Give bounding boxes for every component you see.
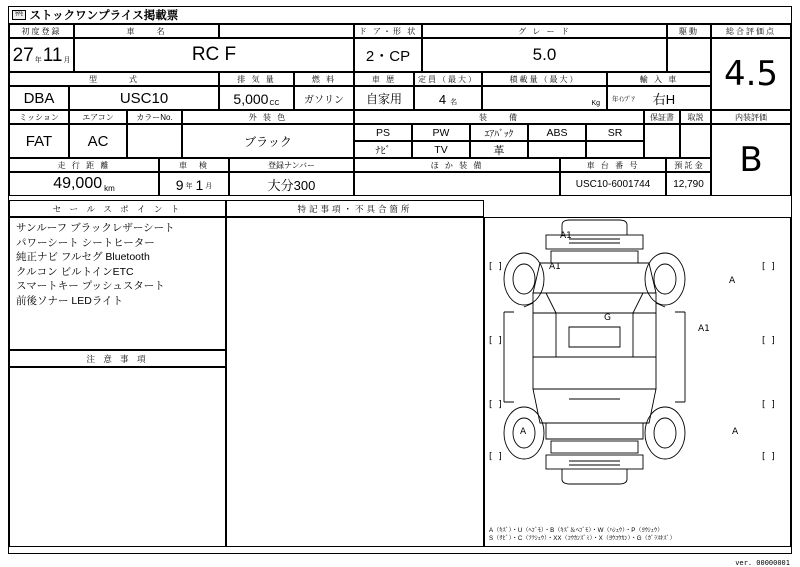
equip-ps [354,124,412,141]
list-item: クルコン ビルトインETC [16,265,134,278]
exterior-color-text: ブラック [244,134,292,149]
value-color-no [127,124,182,158]
label-car-name-2 [219,24,354,38]
shaken-month-unit: 月 [205,183,213,190]
label-exterior-color: 外 装 色 [182,110,354,124]
label-grade: グ レ ー ド [422,24,667,38]
mileage-unit: km [104,184,115,193]
shaken-year-text: 9 [175,177,184,193]
value-door-shape: 2・CP [354,38,422,72]
shaken-year-unit: 年 [185,183,193,190]
import-label-text: 年ｲﾝﾌﾟｱ [612,95,635,103]
value-mission [9,124,69,158]
chassis-no-text: USC10-6001744 [575,178,651,190]
legend-line: S（ｻﾋﾞ）・C（ﾌｸｼｭｳ）・XX（ｺｳｶﾝｽﾞﾐ）・X（ﾖｳｺｳｶﾝ）・G（ｶﾞﾗｽｷｽﾞ） [489,535,676,542]
aircon-text: AC [87,132,109,150]
value-history [354,86,414,110]
value-capacity [414,86,482,110]
damage-mark: G [604,313,611,323]
value-fuel [294,86,354,110]
notes-body [9,367,226,547]
legend-line: A（ｷｽﾞ）・U（ﾍｺﾞﾓ）・B（ｷｽﾞ＆ﾍｺﾞﾓ）・W（ﾊｼｭｳ）・P（ﾖｳｼｭｳ） [489,527,664,534]
equip-navi [354,141,412,158]
capacity-text: 4 [438,92,447,107]
label-history: 車 歴 [354,72,414,86]
page-title: ストックワンプライス掲載票 [29,10,179,22]
label-fuel: 燃 料 [294,72,354,86]
displacement-unit: CC [269,100,280,107]
value-grade: 5.0 [422,38,667,72]
equip-pw [412,124,470,141]
bracket-left: [ ] [489,336,502,346]
value-interior-grade [711,124,791,196]
total-score-text: 4.5 [723,54,779,94]
equip-ps-text: PS [375,126,390,139]
damage-mark: A1 [698,324,710,334]
equip-abs-text: ABS [546,126,568,139]
value-plate [229,172,354,196]
label-chassis-no: 車 台 番 号 [560,158,666,172]
label-mission: ミッション [9,110,69,124]
value-other-equipment [354,172,560,196]
dealer-logo: ﾔﾅｾ [12,10,26,20]
label-total-score: 総合評価点 [711,24,791,38]
diagram-legend [489,527,787,543]
list-item: パワーシート シートヒーター [16,236,155,249]
reg-year-unit: 年 [34,57,42,64]
sheet-header [9,7,791,24]
value-displacement [219,86,294,110]
mileage-text: 49,000 [53,175,103,192]
version-label: ver. 00000001 [735,559,790,567]
value-car-name: RC F [74,38,354,72]
reg-year: 27 [12,45,34,66]
equip-airbag-text: ｴｱﾊﾞｯｸ [484,128,514,140]
label-import: 輸 入 車 [607,72,711,86]
label-mileage: 走 行 距 離 [9,158,159,172]
model-code-text: USC10 [119,89,169,107]
bracket-right: [ ] [762,262,775,272]
label-registration-date: 初度登録 [9,24,74,38]
import-text: 右H [652,91,676,107]
notes-title: 注 意 事 項 [9,350,226,367]
equip-pw-text: PW [432,126,450,139]
label-warranty: 保証書 [644,110,680,124]
list-item: 前後ソナー LEDライト [16,294,124,307]
label-aircon: エアコン [69,110,127,124]
value-mileage [9,172,159,196]
value-import [607,86,711,110]
capacity-unit: 名 [450,99,458,106]
reg-month: 11 [42,45,63,66]
value-registration-date [9,38,74,72]
label-displacement: 排 気 量 [219,72,294,86]
sales-point-body [9,217,226,350]
equip-leather [470,141,528,158]
sales-point-title: セ ー ル ス ポ イ ン ト [9,200,226,217]
shaken-month-text: 1 [195,177,204,193]
damage-mark: A [520,427,527,437]
label-manual: 取説 [680,110,711,124]
history-text: 自家用 [365,91,402,106]
damage-mark: A [729,276,736,286]
damage-mark: A [732,427,739,437]
equip-navi-text: ﾅﾋﾞ [375,146,391,157]
list-item: 純正ナビ フルセグ Bluetooth [16,251,150,263]
value-shaken [159,172,229,196]
label-car-name: 車 名 [74,24,219,38]
label-plate: 登録ナンバー [229,158,354,172]
value-model-code [69,86,219,110]
damage-mark: A1 [549,262,561,272]
value-deposit [666,172,711,196]
interior-grade-text: B [739,140,763,180]
bracket-right: [ ] [762,452,775,462]
equip-airbag [470,124,528,141]
reg-month-unit: 月 [63,57,71,64]
bracket-right: [ ] [762,400,775,410]
label-capacity: 定員（最大） [414,72,482,86]
label-other-equipment: ほ か 装 備 [354,158,560,172]
label-equipment: 装 備 [354,110,644,124]
value-drive [667,38,711,72]
list-item: スマートキー プッシュスタート [16,280,165,292]
value-load [482,86,607,110]
mission-text: FAT [25,132,53,150]
displacement-text: 5,000 [233,91,269,107]
equip-sr-text: SR [607,126,623,139]
value-warranty [644,124,680,158]
equip-abs [528,124,586,141]
label-deposit: 預 託 金 [666,158,711,172]
label-door-shape: ド ア・形 状 [354,24,422,38]
label-interior-grade: 内装評価 [711,110,791,124]
remarks-title: 特記事項・不具合箇所 [226,200,484,217]
bracket-left: [ ] [489,452,502,462]
fuel-text: ガソリン [304,94,344,106]
equip-leather-text: 革 [493,144,505,157]
equip-blank-2 [586,141,644,158]
value-aircon [69,124,127,158]
remarks-body [226,217,484,547]
deposit-text: 12,790 [673,178,704,190]
label-load: 積載量（最大） [482,72,607,86]
equip-blank-1 [528,141,586,158]
equip-sr [586,124,644,141]
plate-text: 大分300 [267,177,316,193]
value-chassis-no [560,172,666,196]
value-exterior-color [182,124,354,158]
bracket-left: [ ] [489,262,502,272]
value-total-score [711,38,791,110]
sales-point-list [10,218,225,311]
bracket-right: [ ] [762,336,775,346]
label-model-code: 型 式 [9,72,219,86]
label-drive: 駆動 [667,24,711,38]
label-shaken: 車 検 [159,158,229,172]
model-prefix-text: DBA [23,89,55,107]
equip-tv-text: TV [434,143,448,156]
value-model-prefix [9,86,69,110]
load-unit: Kg [591,100,600,107]
label-color-no: カラーNo. [127,110,182,124]
value-manual [680,124,711,158]
equip-tv [412,141,470,158]
bracket-left: [ ] [489,400,502,410]
damage-mark: A1 [560,231,572,241]
list-item: サンルーフ ブラックレザーシート [16,222,175,234]
car-diagram [484,217,791,547]
